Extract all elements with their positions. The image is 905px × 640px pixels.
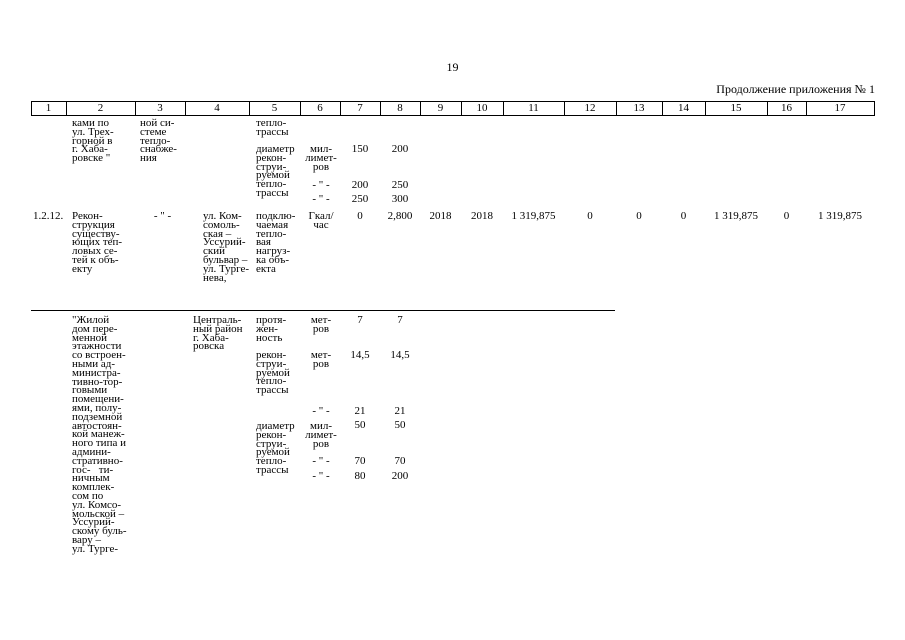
row-value-16: 0: [783, 210, 790, 222]
value-col8: 14,5: [390, 349, 410, 361]
row-value-10: 2018: [471, 210, 493, 222]
row-value-9: 2018: [429, 210, 452, 222]
unit-ditto: - " -: [312, 179, 330, 191]
column-number-2: 2: [97, 102, 104, 114]
unit-ditto: - " -: [312, 405, 330, 417]
column-number-7: 7: [357, 102, 363, 114]
value-col7: 250: [351, 193, 369, 205]
value-col8: 200: [391, 470, 409, 482]
column-number-16: 16: [781, 102, 792, 114]
object-description: "Жилой дом пере- менной этажности со встроен- ными ад- министра- тивно-тор- говыми помещени- ями, полу- подземной автостоян- кой манеж- ного типа и админи- стративно- гос- ти- ничным комплек- сом по ул. Комсо- мольской – Уссурий- скому буль- вару – ул. Турге-: [72, 314, 127, 555]
value-col7: 14,5: [350, 349, 370, 361]
column-number-15: 15: [730, 102, 742, 114]
col-divider: [874, 102, 875, 115]
unit-ditto: - " -: [312, 455, 330, 467]
value-col7: 50: [354, 419, 366, 431]
row-value-14: 0: [680, 210, 687, 222]
column-number-12: 12: [584, 102, 596, 114]
row-value-7: 0: [357, 210, 363, 222]
row-value-17: 1 319,875: [818, 210, 862, 222]
system-cont: ной си- стеме тепло- снабже- ния: [140, 117, 177, 165]
row-separator: [31, 310, 615, 311]
value-col7: 80: [354, 470, 366, 482]
district-address: Централь- ный район г. Хаба- ровска: [193, 314, 243, 353]
value-col7: 200: [351, 179, 369, 191]
column-number-14: 14: [678, 102, 689, 114]
row-param: подклю- чаемая тепло- вая нагруз- ка объ- екта: [256, 210, 296, 275]
column-number-13: 13: [633, 102, 645, 114]
param-reconstructed: рекон- струи- руемой тепло- трассы: [256, 349, 290, 397]
column-number-8: 8: [397, 102, 403, 114]
value-col8: 70: [394, 455, 406, 467]
param-diameter: диаметр рекон- струи- руемой тепло- трассы: [256, 143, 295, 199]
value-col7: 70: [354, 455, 366, 467]
row-address: ул. Ком- сомоль- ская – Уссурий- ский бульвар – ул. Турге- нева,: [203, 210, 250, 284]
row-number: 1.2.12.: [33, 210, 64, 222]
value-col8: 300: [391, 193, 409, 205]
row-unit: Гкал/ час: [308, 210, 334, 231]
param-length: протя- жен- ность: [256, 314, 287, 344]
column-number-6: 6: [317, 102, 323, 114]
value-col7: 21: [354, 405, 366, 417]
row-value-13: 0: [636, 210, 642, 222]
unit-meters: мет- ров: [310, 349, 332, 370]
unit-mm: мил- лимет- ров: [305, 420, 337, 450]
row-value-8: 2,800: [387, 210, 413, 222]
row-name: Рекон- струкция существу- ющих теп- ловых се- тей к объ- екту: [72, 210, 123, 275]
value-col8: 250: [391, 179, 409, 191]
unit-meters: мет- ров: [310, 314, 332, 335]
column-number-1: 1: [45, 102, 52, 114]
continuation-label: Продолжение приложения № 1: [716, 82, 875, 96]
column-number-11: 11: [528, 102, 539, 114]
column-number-4: 4: [214, 102, 220, 114]
column-number-9: 9: [437, 102, 444, 114]
value-col8: 50: [394, 419, 406, 431]
value-col7: 150: [351, 143, 369, 155]
object-name-cont: ками по ул. Трех- горной в г. Хаба- ровске ": [72, 117, 114, 165]
row-value-11: 1 319,875: [511, 210, 556, 222]
column-number-10: 10: [476, 102, 488, 114]
page-number: 19: [446, 60, 459, 74]
unit-ditto: - " -: [312, 470, 330, 482]
column-header-row: [31, 101, 875, 116]
column-number-3: 3: [157, 102, 163, 114]
row-ditto: - " -: [153, 210, 172, 222]
value-col7: 7: [357, 314, 363, 326]
row-value-12: 0: [587, 210, 593, 222]
row-value-15: 1 319,875: [714, 210, 758, 222]
value-col8: 200: [391, 143, 409, 155]
unit-ditto: - " -: [312, 193, 330, 205]
unit-mm: мил- лимет- ров: [305, 143, 337, 173]
value-col8: 7: [397, 314, 403, 326]
value-col8: 21: [394, 405, 406, 417]
column-number-17: 17: [834, 102, 846, 114]
param-diameter: диаметр рекон- струи- руемой тепло- трассы: [256, 420, 295, 476]
param-cont: тепло- трассы: [256, 117, 289, 138]
column-number-5: 5: [271, 102, 278, 114]
